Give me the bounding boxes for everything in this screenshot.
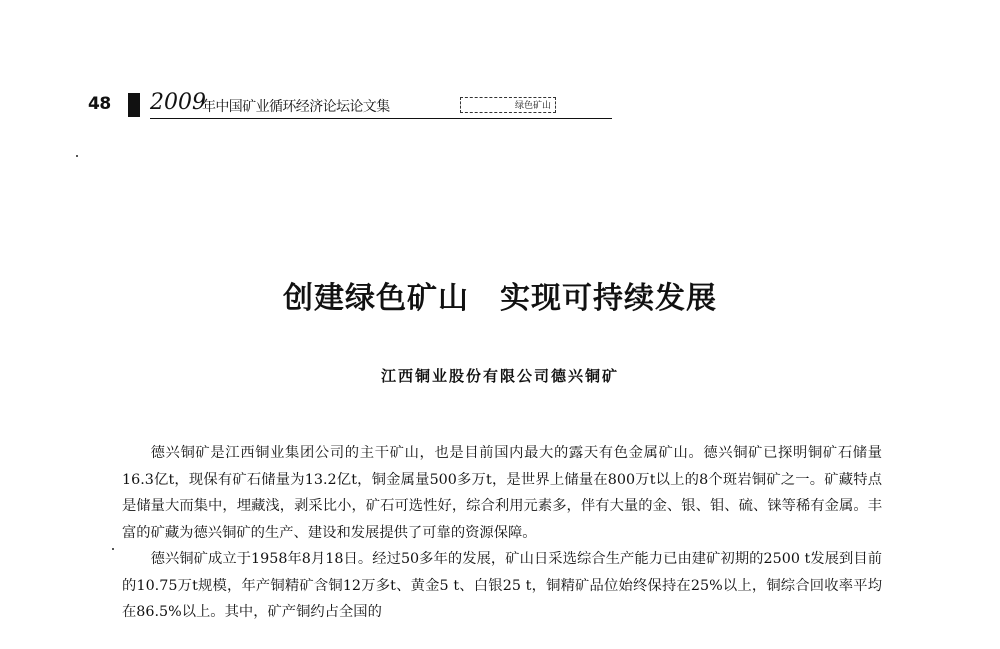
header-black-bar [128, 93, 140, 117]
running-header [88, 88, 612, 122]
scan-speck [112, 548, 114, 550]
header-section-tag: 绿色矿山 [460, 97, 556, 113]
header-rule [150, 118, 612, 119]
page-number: 48 [88, 94, 111, 114]
article-author: 江西铜业股份有限公司德兴铜矿 [380, 367, 619, 385]
article-body [122, 440, 882, 626]
header-year: 2009 [150, 90, 206, 115]
scan-speck [76, 155, 78, 157]
header-series-title: 年中国矿业循环经济论坛论文集 [202, 99, 390, 115]
article-title: 创建绿色矿山 实现可持续发展 [283, 281, 717, 317]
body-paragraph: 德兴铜矿是江西铜业集团公司的主干矿山，也是目前国内最大的露天有色金属矿山。德兴铜矿已探明铜矿石储量16.3亿t，现保有矿石储量为13.2亿t，铜金属量500多万t，是世界上储量在800万t以上的8个斑岩铜矿之一。矿藏特点是储量大而集中，埋藏浅，剥采比小，矿石可选性好，综合利用元素多，伴有大量的金、银、钼、硫、铼等稀有金属。丰富的矿藏为德兴铜矿的生产、建设和发展提供了可靠的资源保障。 [122, 445, 882, 541]
body-paragraph: 德兴铜矿成立于1958年8月18日。经过50多年的发展，矿山日采选综合生产能力已由建矿初期的2500 t发展到目前的10.75万t规模，年产铜精矿含铜12万多t、黄金5 t、白银25 t，铜精矿品位始终保持在25%以上，铜综合回收率平均在86.5%以上。其中，矿产铜约占全国的 [122, 551, 882, 620]
